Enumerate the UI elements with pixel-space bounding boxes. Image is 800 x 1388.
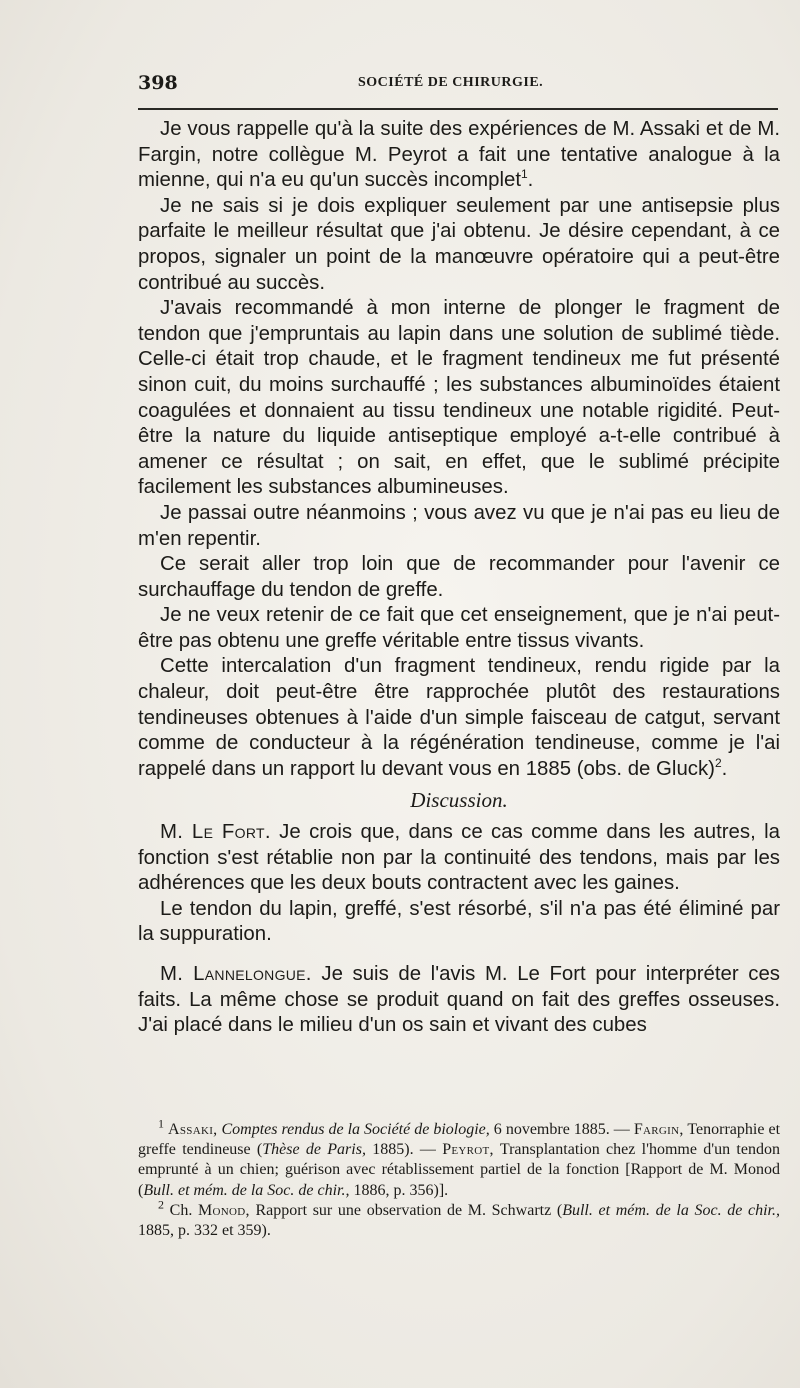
paragraph-1-text: Je vous rappelle qu'à la suite des expériences de M. Assaki et de M. Fargin, notre collègue M. Peyrot a fait une tentative analogue à la mienne, qui n'a eu qu'un succès incomplet bbox=[138, 118, 780, 192]
body-text bbox=[138, 117, 780, 1039]
paragraph-3: J'avais recommandé à mon interne de plonger le fragment de tendon que j'empruntais au lapin dans une solution de sublimé tiède. Celle-ci était trop chaude, et le fragment tendineux me fut présenté sinon cuit, du moins surchauffé ; les substances albuminoïdes étaient coagulées et donnaient au tissu tendineux une notable rigidité. Peut-être la nature du liquide antiseptique employé a-t-elle contribué à amener ce résultat ; on sait, en effet, que le sublimé précipite facilement les substances albumineuses. bbox=[138, 297, 780, 499]
footnote-ref-1: 1 bbox=[520, 167, 528, 182]
footnote-2-text-1: Ch. bbox=[164, 1201, 199, 1219]
paragraph-1-end: . bbox=[527, 169, 534, 192]
paragraph-10 bbox=[138, 962, 780, 1039]
footnote-1-text-2: Tenorraphie et greffe tendineuse ( bbox=[138, 1121, 781, 1159]
paragraph-7-end: . bbox=[721, 757, 728, 780]
footnote-1-text-4: Transplantation chez l'homme d'un tendon emprunté à un chien; guérison avec rétablissement partiel de la fonction [Rapport de M. Monod ( bbox=[138, 1141, 780, 1199]
speaker-le-fort: M. Le Fort. bbox=[160, 821, 271, 844]
header-rule bbox=[138, 108, 778, 110]
footnote-1-title: Comptes rendus de la Société de biologie, bbox=[221, 1121, 490, 1138]
footnote-2-text-2: Rapport sur une observation de M. Schwartz ( bbox=[249, 1201, 563, 1219]
footnote-1 bbox=[138, 1116, 781, 1201]
footnote-2-author: Monod, bbox=[198, 1201, 250, 1219]
running-title: SOCIÉTÉ DE CHIRURGIE. bbox=[358, 75, 544, 90]
paragraph-9: Le tendon du lapin, greffé, s'est résorbé, s'il n'a pas été éliminé par la suppuration. bbox=[138, 897, 780, 946]
paragraph-8 bbox=[138, 820, 780, 897]
footnote-2-title: Bull. et mém. de la Soc. de chir., bbox=[562, 1201, 781, 1219]
paragraph-8-text: Je crois que, dans ce cas comme dans les autres, la fonction s'est rétablie non par la continuité des tendons, mais par les adhérences que les deux bouts contractent avec les gaines. bbox=[138, 821, 780, 895]
footnote-2 bbox=[138, 1197, 781, 1241]
footnote-1-author-3: Peyrot, bbox=[442, 1141, 494, 1159]
footnote-ref-2: 2 bbox=[714, 756, 722, 771]
paragraph-5: Ce serait aller trop loin que de recommander pour l'avenir ce surchauffage du tendon de greffe. bbox=[138, 553, 780, 601]
footnote-2-text-3: 1885, p. 332 et 359). bbox=[138, 1222, 271, 1240]
footnote-1-title-3: Bull. et mém. de la Soc. de chir., bbox=[143, 1181, 350, 1199]
footnote-1-title-2: Thèse de Paris, bbox=[262, 1141, 366, 1159]
paragraph-7-text: Cette intercalation d'un fragment tendineux, rendu rigide par la chaleur, doit peut-être être rapprochée plutôt des restaurations tendineuses obtenues à l'aide d'un simple faisceau de catgut, servant comme de conducteur à la régénération tendineuse, comme je l'ai rappelé dans un rapport lu devant vous en 1885 (obs. de Gluck) bbox=[138, 655, 780, 780]
footnote-1-text-3: 1885). — bbox=[365, 1141, 443, 1159]
footnote-1-author: Assaki, bbox=[168, 1121, 218, 1138]
footnote-1-author-2: Fargin, bbox=[633, 1121, 684, 1138]
footnote-1-text-1: 6 novembre 1885. — bbox=[489, 1121, 634, 1138]
paragraph-7 bbox=[138, 654, 780, 782]
footnote-1-text-5: 1886, p. 356)]. bbox=[349, 1181, 449, 1199]
paragraph-1 bbox=[138, 117, 780, 194]
paragraph-4: Je passai outre néanmoins ; vous avez vu que je n'ai pas eu lieu de m'en repentir. bbox=[138, 501, 780, 550]
page-number: 398 bbox=[138, 72, 178, 94]
paragraph-6: Je ne veux retenir de ce fait que cet enseignement, que je n'ai peut-être pas obtenu une greffe véritable entre tissus vivants. bbox=[138, 604, 780, 652]
footnotes bbox=[138, 1116, 781, 1241]
speaker-lannelongue: M. Lannelongue. bbox=[160, 963, 312, 985]
paragraph-10-text: Je suis de l'avis M. Le Fort pour interpréter ces faits. La même chose se produit quand on fait des greffes osseuses. J'ai placé dans le milieu d'un os sain et vivant des cubes bbox=[138, 963, 780, 1037]
paragraph-2: Je ne sais si je dois expliquer seulement par une antisepsie plus parfaite le meilleur résultat que j'ai obtenu. Je désire cependant, à ce propos, signaler un point de la manœuvre opératoire qui a peut-être contribué au succès. bbox=[138, 194, 780, 294]
footnote-1-mark: 1 bbox=[158, 1116, 164, 1131]
discussion-heading: Discussion. bbox=[410, 788, 508, 813]
page-header bbox=[138, 72, 780, 100]
paragraph-gap bbox=[138, 948, 780, 962]
footnote-2-mark: 2 bbox=[158, 1197, 164, 1212]
